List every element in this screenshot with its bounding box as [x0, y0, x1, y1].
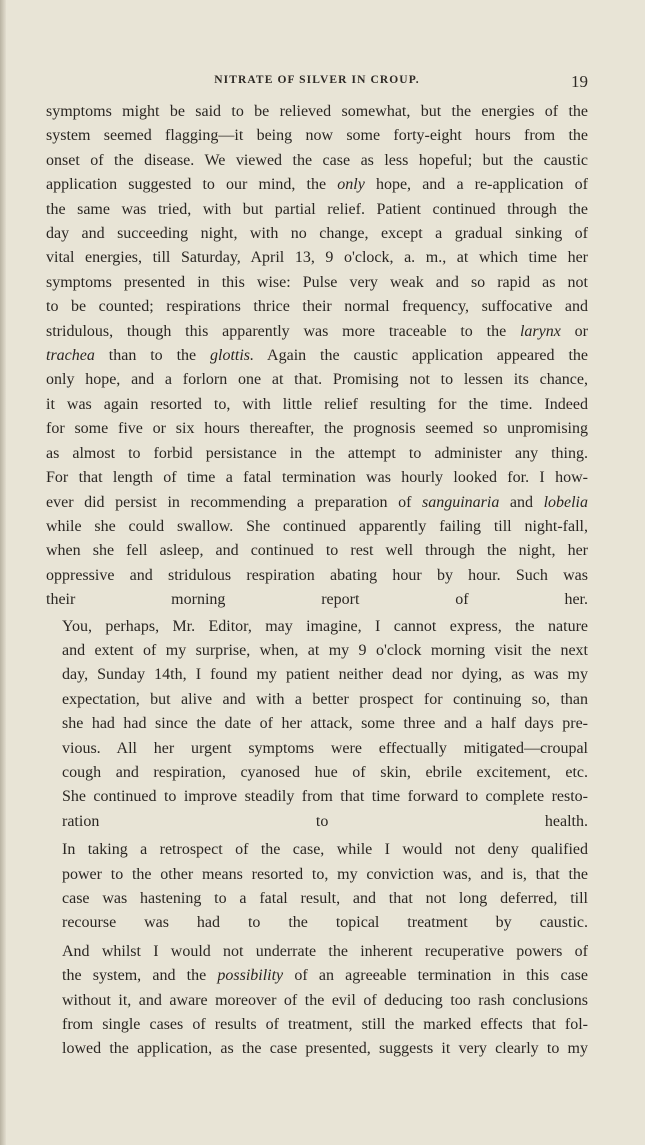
page-edge [0, 0, 6, 1145]
text-line: as almost to forbid persistance in the attempt to administer any thing. [46, 444, 588, 462]
text-line: For that length of time a fatal termination was hourly looked for. I how- [46, 469, 588, 487]
text-line: it was again resorted to, with little relief resulting for the time. Indeed [46, 395, 588, 413]
page-header [46, 72, 588, 96]
text-line: She continued to improve steadily from that time forward to complete resto- [62, 788, 588, 806]
text-line: while she could swallow. She continued apparently failing till night-fall, [46, 517, 588, 535]
text-line: the same was tried, with but partial relief. Patient continued through the [46, 200, 588, 218]
text-line: day, Sunday 14th, I found my patient neither dead nor dying, as was my [62, 666, 588, 684]
text-line: symptoms might be said to be relieved somewhat, but the energies of the [46, 103, 588, 120]
text-line: vital energies, till Saturday, April 13, 9 o'clock, a. m., at which time her [46, 249, 588, 267]
text-line: oppressive and stridulous respiration abating hour by hour. Such was [46, 566, 588, 584]
italic-term: sanguinaria [421, 493, 500, 511]
page-number: 19 [571, 72, 588, 91]
text-line: for some five or six hours thereafter, the prognosis seemed so unpromising [46, 420, 588, 438]
text-line: from single cases of results of treatment, still the marked effects that fol- [62, 1016, 588, 1034]
text-line: symptoms presented in this wise: Pulse very weak and so rapid as not [46, 273, 588, 291]
text-line: expectation, but alive and with a better prospect for continuing so, than [62, 690, 588, 708]
text-line: ever did persist in recommending a preparation of sanguinaria and lobelia [46, 493, 588, 511]
italic-term: possibility [217, 967, 284, 985]
body-text [46, 100, 588, 1062]
text-line: trachea than to the glottis. Again the caustic application appeared the [46, 347, 588, 365]
italic-term: glottis. [210, 347, 255, 365]
text-line: day and succeeding night, with no change, except a gradual sinking of [46, 225, 588, 243]
text-line: power to the other means resorted to, my conviction was, and is, that the [62, 865, 588, 883]
text-line: cough and respiration, cyanosed hue of skin, ebrile excitement, etc. [62, 763, 588, 781]
text-line: vious. All her urgent symptoms were effectually mitigated—croupal [62, 739, 588, 757]
text-line: when she fell asleep, and continued to rest well through the night, her [46, 542, 588, 560]
paragraph [46, 100, 588, 613]
text-line: to be counted; respirations thrice their normal frequency, suffocative and [46, 298, 588, 316]
text-line: system seemed flagging—it being now some forty-eight hours from the [46, 127, 588, 145]
text-line: recourse was had to the topical treatment by caustic. [62, 914, 588, 932]
text-line: she had had since the date of her attack, some three and a half days pre- [62, 715, 588, 733]
text-line: and extent of my surprise, when, at my 9 o'clock morning visit the next [62, 641, 588, 659]
paragraph [46, 940, 588, 1062]
text-line: the system, and the possibility of an agreeable termination in this case [62, 967, 589, 985]
text-line: onset of the disease. We viewed the case as less hopeful; but the caustic [46, 151, 588, 169]
text-line: ration to health. [62, 812, 588, 830]
text-line: In taking a retrospect of the case, while I would not deny qualified [62, 841, 588, 859]
text-line: without it, and aware moreover of the evil of deducing too rash conclusions [62, 991, 588, 1009]
text-line: And whilst I would not underrate the inherent recuperative powers of [62, 942, 588, 960]
italic-term: only [337, 176, 365, 194]
italic-term: trachea [46, 347, 95, 365]
paragraph [46, 615, 588, 835]
text-line: You, perhaps, Mr. Editor, may imagine, I cannot express, the nature [62, 617, 588, 635]
paragraph [46, 838, 588, 936]
text-line: stridulous, though this apparently was more traceable to the larynx or [46, 322, 588, 340]
text-line: their morning report of her. [46, 591, 588, 609]
text-line: application suggested to our mind, the only hope, and a re-application of [46, 176, 588, 194]
text-line: lowed the application, as the case presented, suggests it very clearly to my [62, 1040, 588, 1058]
text-line: only hope, and a forlorn one at that. Promising not to lessen its chance, [46, 371, 588, 389]
italic-term: larynx [519, 322, 561, 340]
italic-term: lobelia [543, 493, 588, 511]
running-title: NITRATE OF SILVER IN CROUP. [214, 74, 420, 86]
text-line: case was hastening to a fatal result, and that not long deferred, till [62, 890, 588, 907]
